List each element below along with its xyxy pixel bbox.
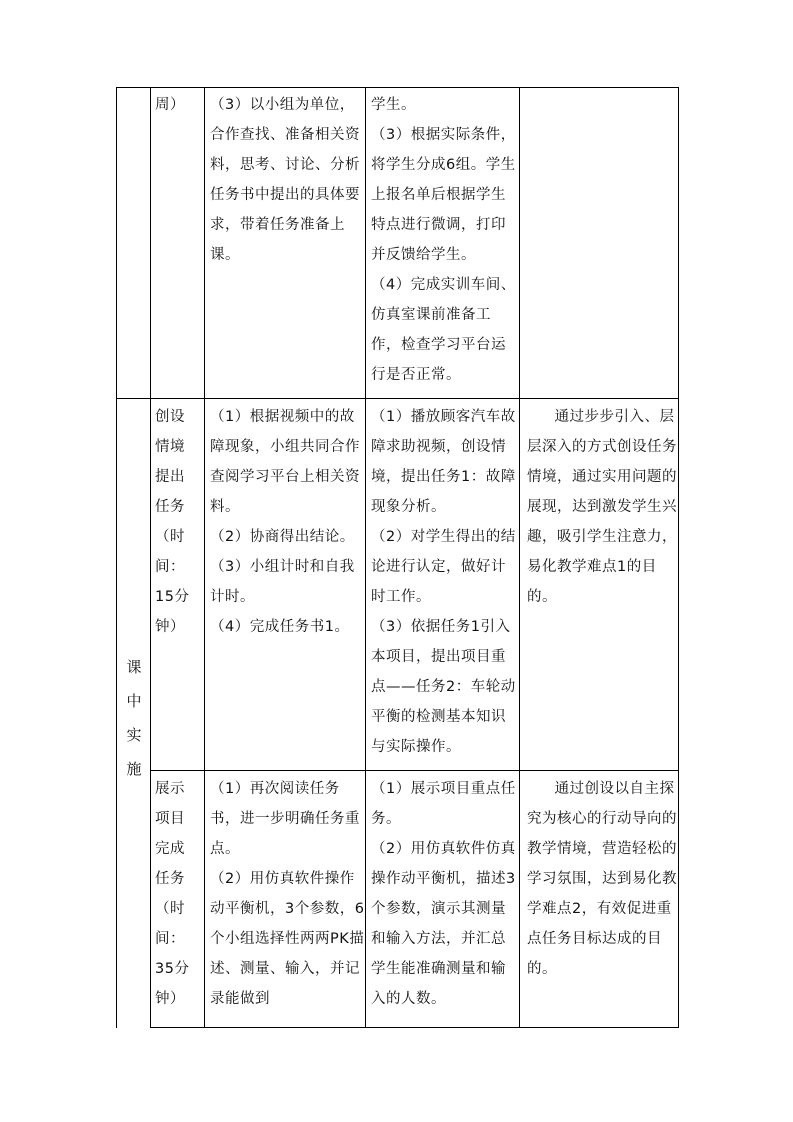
phase-text: 15分 xyxy=(155,589,190,605)
student-activity-text: （1）再次阅读任务书，进一步明确任务重点。 xyxy=(210,781,360,857)
row-divider xyxy=(116,398,679,399)
phase-text: 提出 xyxy=(155,469,185,485)
phase-text: 展示 xyxy=(155,781,185,797)
phase-text: 任务 xyxy=(155,871,185,887)
student-activity-text: （3）以小组为单位，合作查找、准备相关资料，思考、讨论、分析任务书中提出的具体要求，带着任务准备上课。 xyxy=(210,97,360,263)
column-divider xyxy=(365,87,366,1028)
teacher-activity-text: （2）对学生得出的结论进行认定，做好计时工作。 xyxy=(371,529,516,605)
phase-text: 35分 xyxy=(155,961,190,977)
phase-text: 间： xyxy=(155,931,185,947)
stage-label-char: 实 xyxy=(126,726,142,744)
phase-cell xyxy=(155,402,201,642)
stage-label-char: 课 xyxy=(126,658,142,676)
student-activity-text: （2）用仿真软件操作动平衡机，3个参数，6个小组选择性两两PK描述、测量、输入，并记录能做到 xyxy=(210,871,365,1007)
teacher-activity-cell xyxy=(371,90,518,390)
phase-text: 创设 xyxy=(155,409,185,425)
phase-cell xyxy=(155,774,201,1014)
teacher-activity-cell xyxy=(371,402,518,762)
stage-label-char: 施 xyxy=(126,760,142,778)
table-border-top xyxy=(116,87,679,88)
row-divider xyxy=(150,1027,679,1028)
teacher-activity-cell xyxy=(371,774,518,1014)
table-border-right xyxy=(678,87,679,1028)
row-divider xyxy=(150,770,679,771)
stage-label xyxy=(121,650,147,786)
design-intent-text: 通过步步引入、层层深入的方式创设任务情境，通过实用问题的展现，达到激发学生兴趣，吸引学生注意力，易化教学难点1的目的。 xyxy=(527,409,677,605)
teacher-activity-text: 学生。 xyxy=(371,97,416,113)
phase-text: （时 xyxy=(155,529,185,545)
design-intent-text: 通过创设以自主探究为核心的行动导向的教学情境，营造轻松的学习氛围，达到易化教学难点2，有效促进重点任务目标达成的目的。 xyxy=(527,781,677,977)
teacher-activity-text: （3）依据任务1引入本项目，提出项目重点——任务2：车轮动平衡的检测基本知识与实际操作。 xyxy=(371,619,516,755)
teacher-activity-text: （2）用仿真软件仿真操作动平衡机，描述3个参数，演示其测量和输入方法，并汇总学生能准确测量和输入的人数。 xyxy=(371,841,516,1007)
phase-text: 钟） xyxy=(155,619,185,635)
table-border-left xyxy=(116,87,117,1028)
teacher-activity-text: （3）根据实际条件，将学生分成6组。学生上报名单后根据学生特点进行微调，打印并反馈给学生。 xyxy=(371,127,516,263)
student-activity-cell xyxy=(210,774,365,1014)
design-intent-cell xyxy=(527,774,677,984)
column-divider xyxy=(204,87,205,1028)
column-divider xyxy=(150,87,151,1028)
student-activity-text: （2）协商得出结论。 xyxy=(210,529,355,545)
teacher-activity-text: （1）播放顾客汽车故障求助视频，创设情境，提出任务1：故障现象分析。 xyxy=(371,409,516,515)
stage-label-char: 中 xyxy=(126,692,142,710)
student-activity-text: （1）根据视频中的故障现象，小组共同合作查阅学习平台上相关资料。 xyxy=(210,409,360,515)
student-activity-text: （3）小组计时和自我计时。 xyxy=(210,559,355,605)
phase-text: （时 xyxy=(155,901,185,917)
phase-text: 间： xyxy=(155,559,185,575)
phase-text: 情境 xyxy=(155,439,185,455)
table-row xyxy=(155,90,201,120)
phase-text: 完成 xyxy=(155,841,185,857)
student-activity-cell xyxy=(210,90,365,270)
design-intent-cell xyxy=(527,402,677,612)
teacher-activity-text: （4）完成实训车间、仿真室课前准备工作，检查学习平台运行是否正常。 xyxy=(371,277,516,383)
student-activity-text: （4）完成任务书1。 xyxy=(210,619,350,635)
phase-text: 周） xyxy=(155,97,185,113)
phase-text: 钟） xyxy=(155,991,185,1007)
column-divider xyxy=(519,87,520,1028)
phase-text: 项目 xyxy=(155,811,185,827)
student-activity-cell xyxy=(210,402,365,642)
teacher-activity-text: （1）展示项目重点任务。 xyxy=(371,781,516,827)
phase-text: 任务 xyxy=(155,499,185,515)
